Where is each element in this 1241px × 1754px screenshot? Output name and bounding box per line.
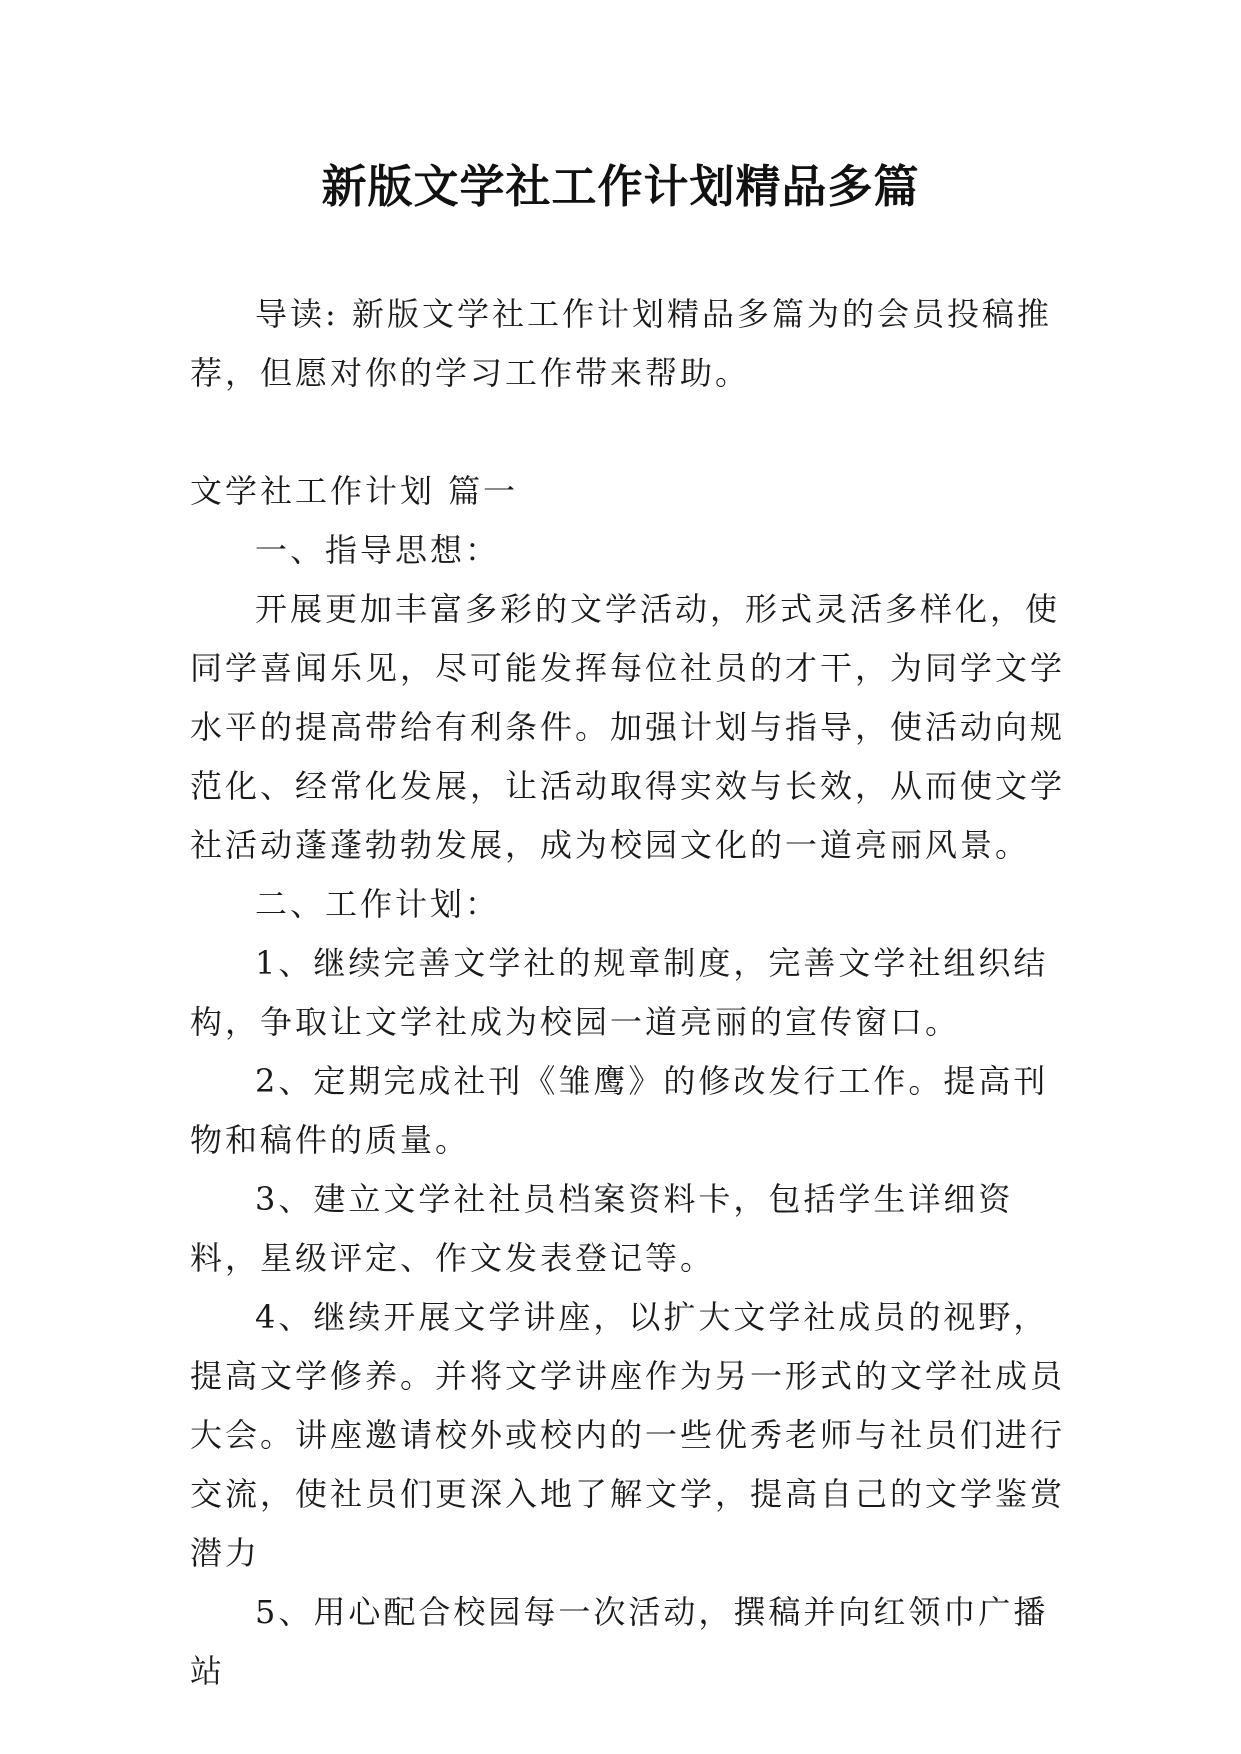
plan-item-3: 3、建立文学社社员档案资料卡，包括学生详细资料，星级评定、作文发表登记等。 <box>190 1180 1014 1277</box>
intro-paragraph: 导读: 新版文学社工作计划精品多篇为的会员投稿推荐，但愿对你的学习工作带来帮助。 <box>190 295 1052 392</box>
heading-work-plan: 二、工作计划： <box>255 885 501 923</box>
guiding-ideas-paragraph: 开展更加丰富多彩的文学活动，形式灵活多样化，使同学喜闻乐见，尽可能发挥每位社员的才干，为同学文学水平的提高带给有利条件。加强计划与指导，使活动向规范化、经常化发展，让活动取得实效与长效，从而使文学社活动蓬蓬勃勃发展，成为校园文化的一道亮丽风景。 <box>190 590 1066 864</box>
plan-item-5: 5、用心配合校园每一次活动，撰稿并向红领巾广播站 <box>190 1593 1049 1690</box>
plan-item-1: 1、继续完善文学社的规章制度，完善文学社组织结构，争取让文学社成为校园一道亮丽的宣传窗口。 <box>190 944 1049 1041</box>
document-title: 新版文学社工作计划精品多篇 <box>321 160 920 213</box>
plan-item-4: 4、继续开展文学讲座，以扩大文学社成员的视野，提高文学修养。并将文学讲座作为另一形式的文学社成员大会。讲座邀请校外或校内的一些优秀老师与社员们进行交流，使社员们更深入地了解文学，提高自己的文学鉴赏潜力 <box>190 1298 1066 1572</box>
document-body <box>190 285 1070 1701</box>
heading-guiding-ideas: 一、指导思想： <box>255 531 501 569</box>
section-heading: 文学社工作计划 篇一 <box>190 472 519 510</box>
plan-item-2: 2、定期完成社刊《雏鹰》的修改发行工作。提高刊物和稿件的质量。 <box>190 1062 1049 1159</box>
